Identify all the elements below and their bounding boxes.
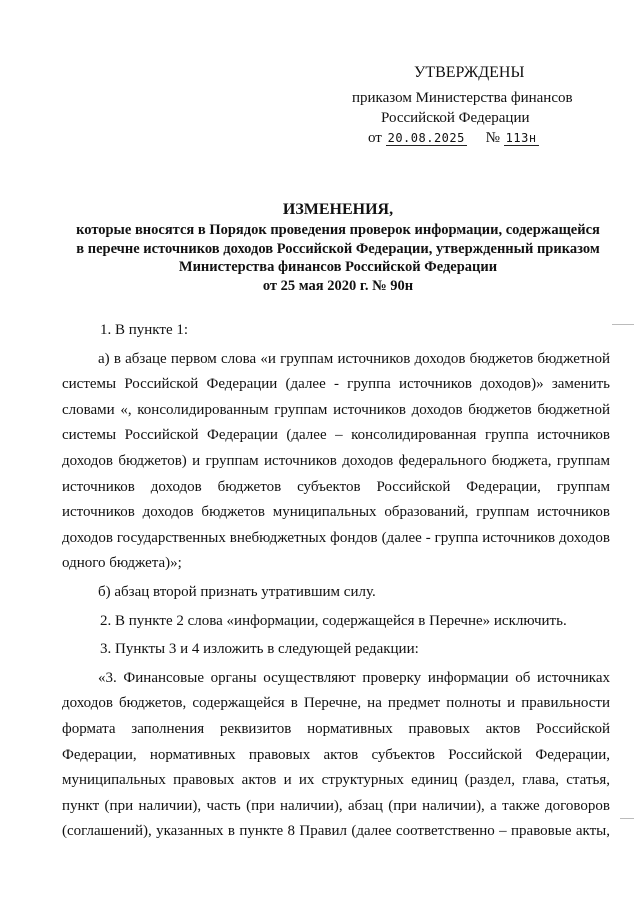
item-2: 2. В пункте 2 слова «информации, содержащейся в Перечне» исключить. [100, 612, 567, 629]
item-3-text: «3. Финансовые органы осуществляют проверку информации об источниках доходов бюджетов, содержащейся в Перечне, на предмет полноты и правильности формата заполнения реквизитов нормативных правовых актов Российской Федерации, нормативных правовых актов субъектов Российской Федерации, муниципальных правовых актов и их структурных единиц (раздел, глава, статья, пункт (при наличии), часть (при наличии), абзац (при наличии), а также договоров (соглашений), указанных в пункте 8 Правил (далее соответственно – правовые акты, [62, 669, 610, 840]
title-line-3: Министерства финансов Российской Федерации [178, 259, 498, 275]
item-1-subitem-a: а) в абзаце первом слова «и группам источников доходов бюджетов бюджетной системы Российской Федерации (далее - группа источников доходов)» заменить словами «, консолидированным группам источников доходов бюджетов бюджетной системы Российской Федерации (далее – консолидированная группа источников доходов бюджетов) и группам источников доходов федерального бюджета, группам источников доходов бюджетов субъектов Российской Федерации, группам источников доходов бюджетов муниципальных образований, группам источников доходов государственных внебюджетных фондов (далее - группа источников доходов одного бюджета)»; [62, 350, 610, 572]
number-prefix: № [485, 130, 500, 146]
approval-date-number-line [368, 128, 539, 149]
item-1-heading: 1. В пункте 1: [100, 322, 189, 338]
document-body [62, 318, 610, 845]
approved-label: УТВЕРЖДЕНЫ [414, 64, 525, 81]
scan-edge-mark [612, 324, 634, 325]
title-line-1: которые вносятся в Порядок проведения проверок информации, содержащейся [76, 222, 600, 238]
title-line-2: в перечне источников доходов Российской Федерации, утвержденный приказом [76, 240, 600, 257]
scan-edge-mark [620, 818, 634, 819]
approval-country-line: Российской Федерации [381, 110, 530, 126]
document-title [40, 200, 636, 295]
approval-number: 113н [505, 131, 537, 145]
title-line-4: от 25 мая 2020 г. № 90н [262, 277, 414, 294]
approval-date: 20.08.2025 [387, 131, 465, 145]
approval-order-line: приказом Министерства финансов [352, 90, 573, 106]
from-prefix: от [368, 130, 382, 146]
title-heading: ИЗМЕНЕНИЯ, [282, 201, 394, 218]
item-3-heading: 3. Пункты 3 и 4 изложить в следующей редакции: [100, 641, 419, 658]
item-1-subitem-b: б) абзац второй признать утратившим силу. [98, 583, 376, 600]
